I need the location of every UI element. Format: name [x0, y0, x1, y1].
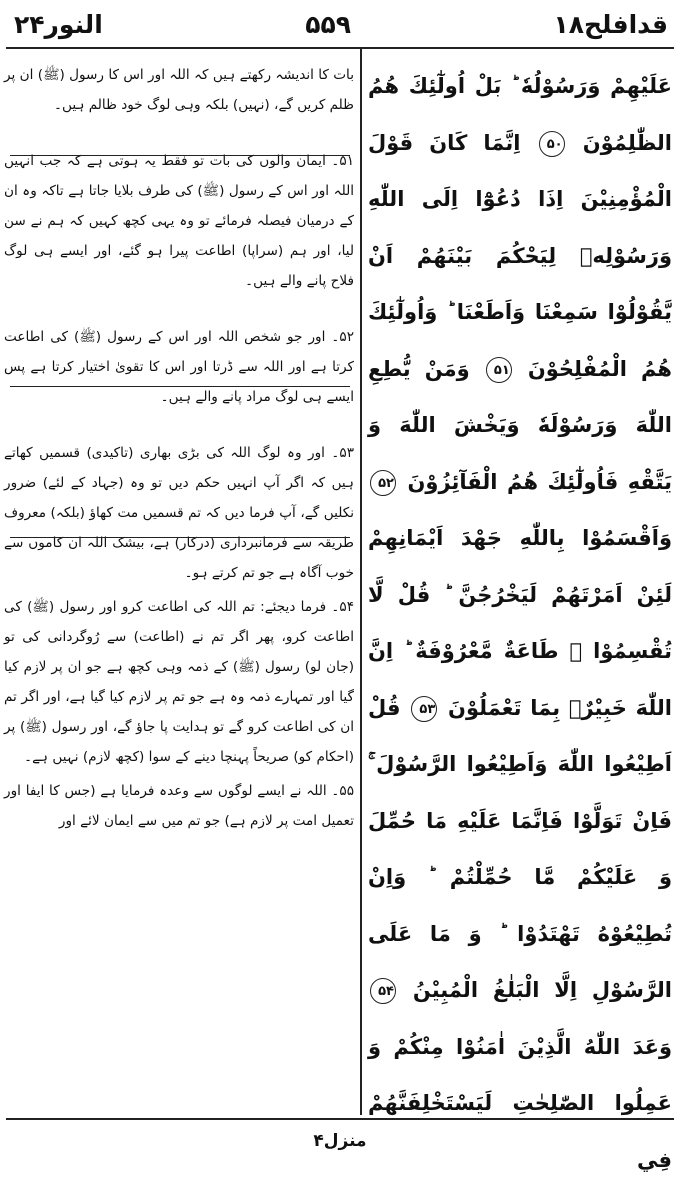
translation-paragraph: ۵۱۔ ایمان والوں کی بات تو فقط یہ ہوتی ہے کہ جب انہیں اللہ اور اس کے رسول (ﷺ) کی طرف بلایا جاتا ہے تاکہ وہ ان کے درمیان فیصلہ فرمائے تو وہ یہی کچھ کہیں کہ ہم نے سن لیا، اور ہم (سراپا) اطاعت پیرا ہو گئے، اور ایسے ہی لوگ فلاح پانے والے ہیں۔: [4, 153, 354, 289]
arabic-text-column: [368, 58, 672, 1188]
verse-number-marker: ۵۰: [539, 131, 565, 157]
translation-paragraph: ۵۲۔ اور جو شخص اللہ اور اس کے رسول (ﷺ) کی اطاعت کرتا ہے اور اللہ سے ڈرتا اور اس کا تقویٰ اختیار کرتا ہے پس ایسے ہی لوگ مراد پانے والے ہیں۔: [4, 329, 354, 405]
translation-paragraph: بات کا اندیشہ رکھتے ہیں کہ اللہ اور اس کا رسول (ﷺ) ان پر ظلم کریں گے، (نہیں) بلکہ وہی لوگ خود ظالم ہیں۔: [4, 67, 354, 113]
arabic-verse: وَمَنْ يُّطِعِ اللّٰهَ وَرَسُوْلَهٗ وَيَخْشَ اللّٰهَ وَ يَتَّقْهِ فَاُولٰٓئِكَ هُمُ الْفَآئِزُوْنَ ۵۲: [368, 356, 673, 494]
translation-paragraph: ۵۵۔ اللہ نے ایسے لوگوں سے وعدہ فرمایا ہے (جس کا ایفا اور تعمیل امت پر لازم ہے) جو تم میں سے ایمان لائے اور: [4, 783, 354, 829]
urdu-translation-column: [4, 60, 354, 836]
verse-number-marker: ۵۴: [370, 978, 396, 1004]
arabic-verse: قُلْ اَطِيْعُوا اللّٰهَ وَاَطِيْعُوا الرَّسُوْلَ ۚ فَاِنْ تَوَلَّوْا فَاِنَّمَا عَلَيْهِ مَا حُمِّلَ وَ عَلَيْكُمْ مَّا حُمِّلْتُمْ ؕ وَاِنْ تُطِيْعُوْهُ تَهْتَدُوْا ؕ وَ مَا عَلَى الرَّسُوْلِ اِلَّا الْبَلٰغُ الْمُبِيْنُ ۵۴: [368, 695, 673, 1002]
paragraph-separator: [10, 386, 350, 387]
manzil-marker: منزل۴: [313, 1131, 367, 1151]
translation-paragraph: ۵۴۔ فرما دیجئے: تم اللہ کی اطاعت کرو اور رسول (ﷺ) کی اطاعت کرو، پھر اگر تم نے (اطاعت) سے رُوگردانی کی تو (جان لو) رسول (ﷺ) کے ذمہ وہی کچھ ہے جو ان پر لازم کیا گیا اور تمہارے ذمہ وہ ہے جو تم پر لازم کیا گیا ہے، اور اگر تم ان کی اطاعت کرو گے تو ہدایت پا جاؤ گے، اور رسول (ﷺ) پر (احکام کو) صریحاً پہنچا دینے کے سوا (کچھ لازم) نہیں ہے۔: [4, 599, 354, 765]
surah-name: النور۲۴: [14, 9, 103, 39]
arabic-verse: اِنَّمَا كَانَ قَوْلَ الْمُؤْمِنِيْنَ اِذَا دُعُوْٓا اِلَى اللّٰهِ وَرَسُوْلِهٖ لِيَحْكُمَ بَيْنَهُمْ اَنْ يَّقُوْلُوْا سَمِعْنَا وَاَطَعْنَا ؕ وَاُولٰٓئِكَ هُمُ الْمُفْلِحُوْنَ ۵۱: [368, 130, 672, 381]
header-divider: [6, 47, 674, 49]
paragraph-separator: [10, 537, 350, 538]
translation-paragraph: ۵۳۔ اور وہ لوگ اللہ کی بڑی بھاری (تاکیدی) قسمیں کھاتے ہیں کہ اگر آپ انہیں حکم دیں تو وہ (جہاد کے لئے) ضرور نکلیں گے، آپ فرما دیں کہ تم قسمیں مت کھاؤ (بلکہ) معروف طریقہ سے فرمانبرداری (درکار) ہے، بیشک اللہ ان کاموں سے خوب آگاہ ہے جو تم کرتے ہو۔: [4, 445, 354, 581]
footer-divider: [6, 1118, 674, 1120]
paragraph-separator: [10, 155, 350, 156]
verse-number-marker: ۵۳: [411, 696, 437, 722]
arabic-verse: وَاَقْسَمُوْا بِاللّٰهِ جَهْدَ اَيْمَانِهِمْ لَئِنْ اَمَرْتَهُمْ لَيَخْرُجُنَّ ؕ قُلْ لَّا تُقْسِمُوْا ۚ طَاعَةٌ مَّعْرُوْفَةٌ ؕ اِنَّ اللّٰهَ خَبِيْرٌۢ بِمَا تَعْمَلُوْنَ ۵۳: [368, 526, 672, 720]
page-header: [14, 4, 668, 44]
juz-name: قدافلح۱۸: [553, 9, 668, 39]
page-number: ۵۵۹: [305, 9, 352, 39]
verse-number-marker: ۵۲: [370, 470, 396, 496]
verse-number-marker: ۵۱: [486, 357, 512, 383]
arabic-verse: عَلَيْهِمْ وَرَسُوْلُهٗ ؕ بَلْ اُولٰٓئِكَ هُمُ الظّٰلِمُوْنَ ۵۰: [368, 74, 672, 155]
arabic-verse: وَعَدَ اللّٰهُ الَّذِيْنَ اٰمَنُوْا مِنْكُمْ وَ عَمِلُوا الصّٰلِحٰتِ لَيَسْتَخْلِفَنَّهُمْ فِي: [368, 1034, 672, 1172]
column-divider: [360, 49, 362, 1115]
